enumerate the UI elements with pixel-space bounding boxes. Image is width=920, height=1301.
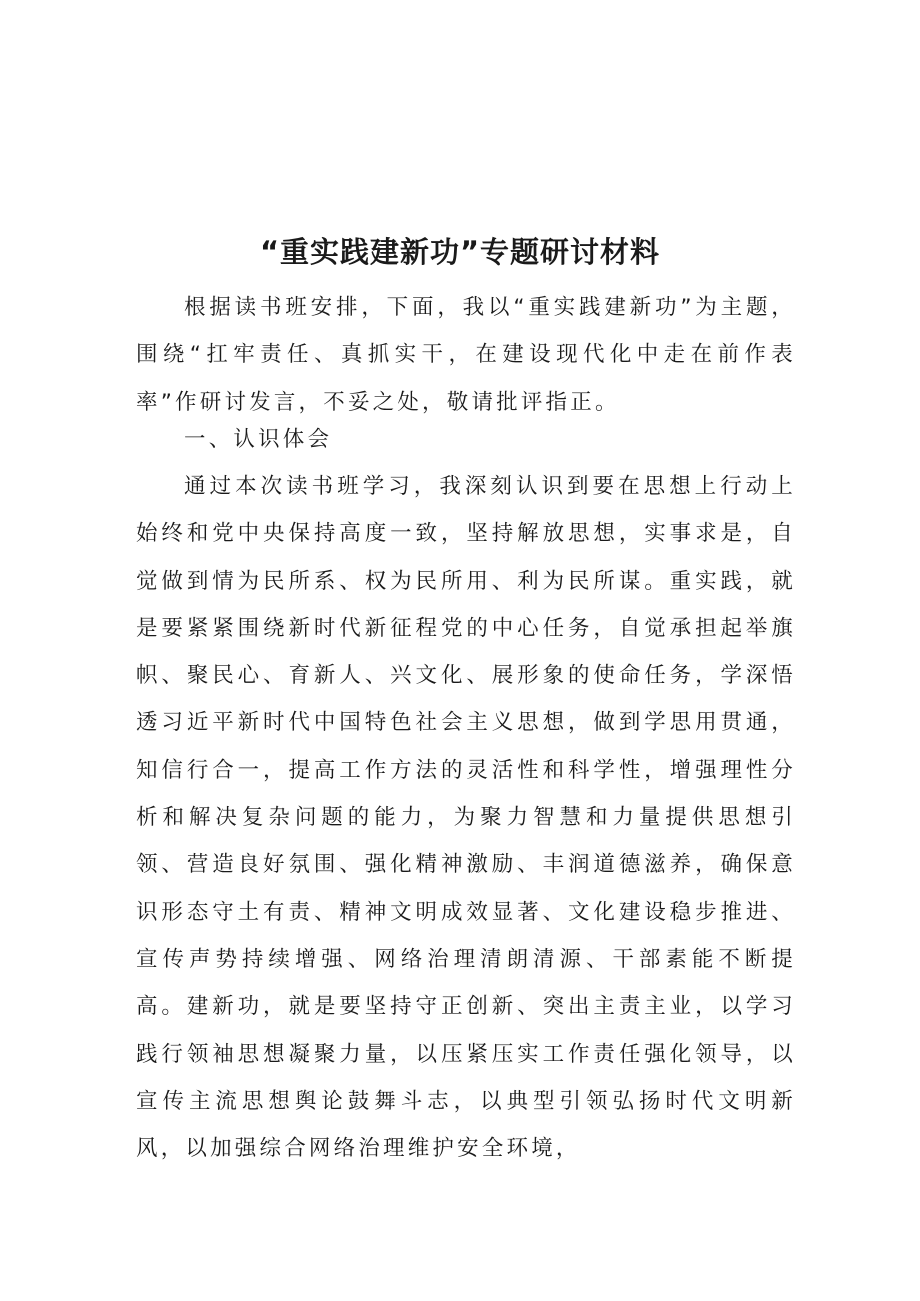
intro-paragraph: 根据读书班安排，下面，我以“重实践建新功”为主题，围绕“扛牢责任、真抓实干，在建设现代化中走在前作表率”作研讨发言，不妥之处，敬请批评指正。	[136, 295, 796, 415]
section-paragraph: 通过本次读书班学习，我深刻认识到要在思想上行动上始终和党中央保持高度一致，坚持解放思想，实事求是，自觉做到情为民所系、权为民所用、利为民所谋。重实践，就是要紧紧围绕新时代新征程党的中心任务，自觉承担起举旗帜、聚民心、育新人、兴文化、展形象的使命任务，学深悟透习近平新时代中国特色社会主义思想，做到学思用贯通，知信行合一，提高工作方法的灵活性和科学性，增强理性分析和解决复杂问题的能力，为聚力智慧和力量提供思想引领、营造良好氛围、强化精神激励、丰润道德滋养，确保意识形态守土有责、精神文明成效显著、文化建设稳步推进、宣传声势持续增强、网络治理清朗清源、干部素能不断提高。建新功，就是要坚持守正创新、突出主责主业，以学习践行领袖思想凝聚力量，以压紧压实工作责任强化领导，以宣传主流思想舆论鼓舞斗志，以典型引领弘扬时代文明新风，以加强综合网络治理维护安全环境，	[136, 474, 796, 1162]
section-heading: 一、认识体会	[184, 427, 333, 452]
document-title: “重实践建新功”专题研讨材料	[259, 235, 661, 269]
